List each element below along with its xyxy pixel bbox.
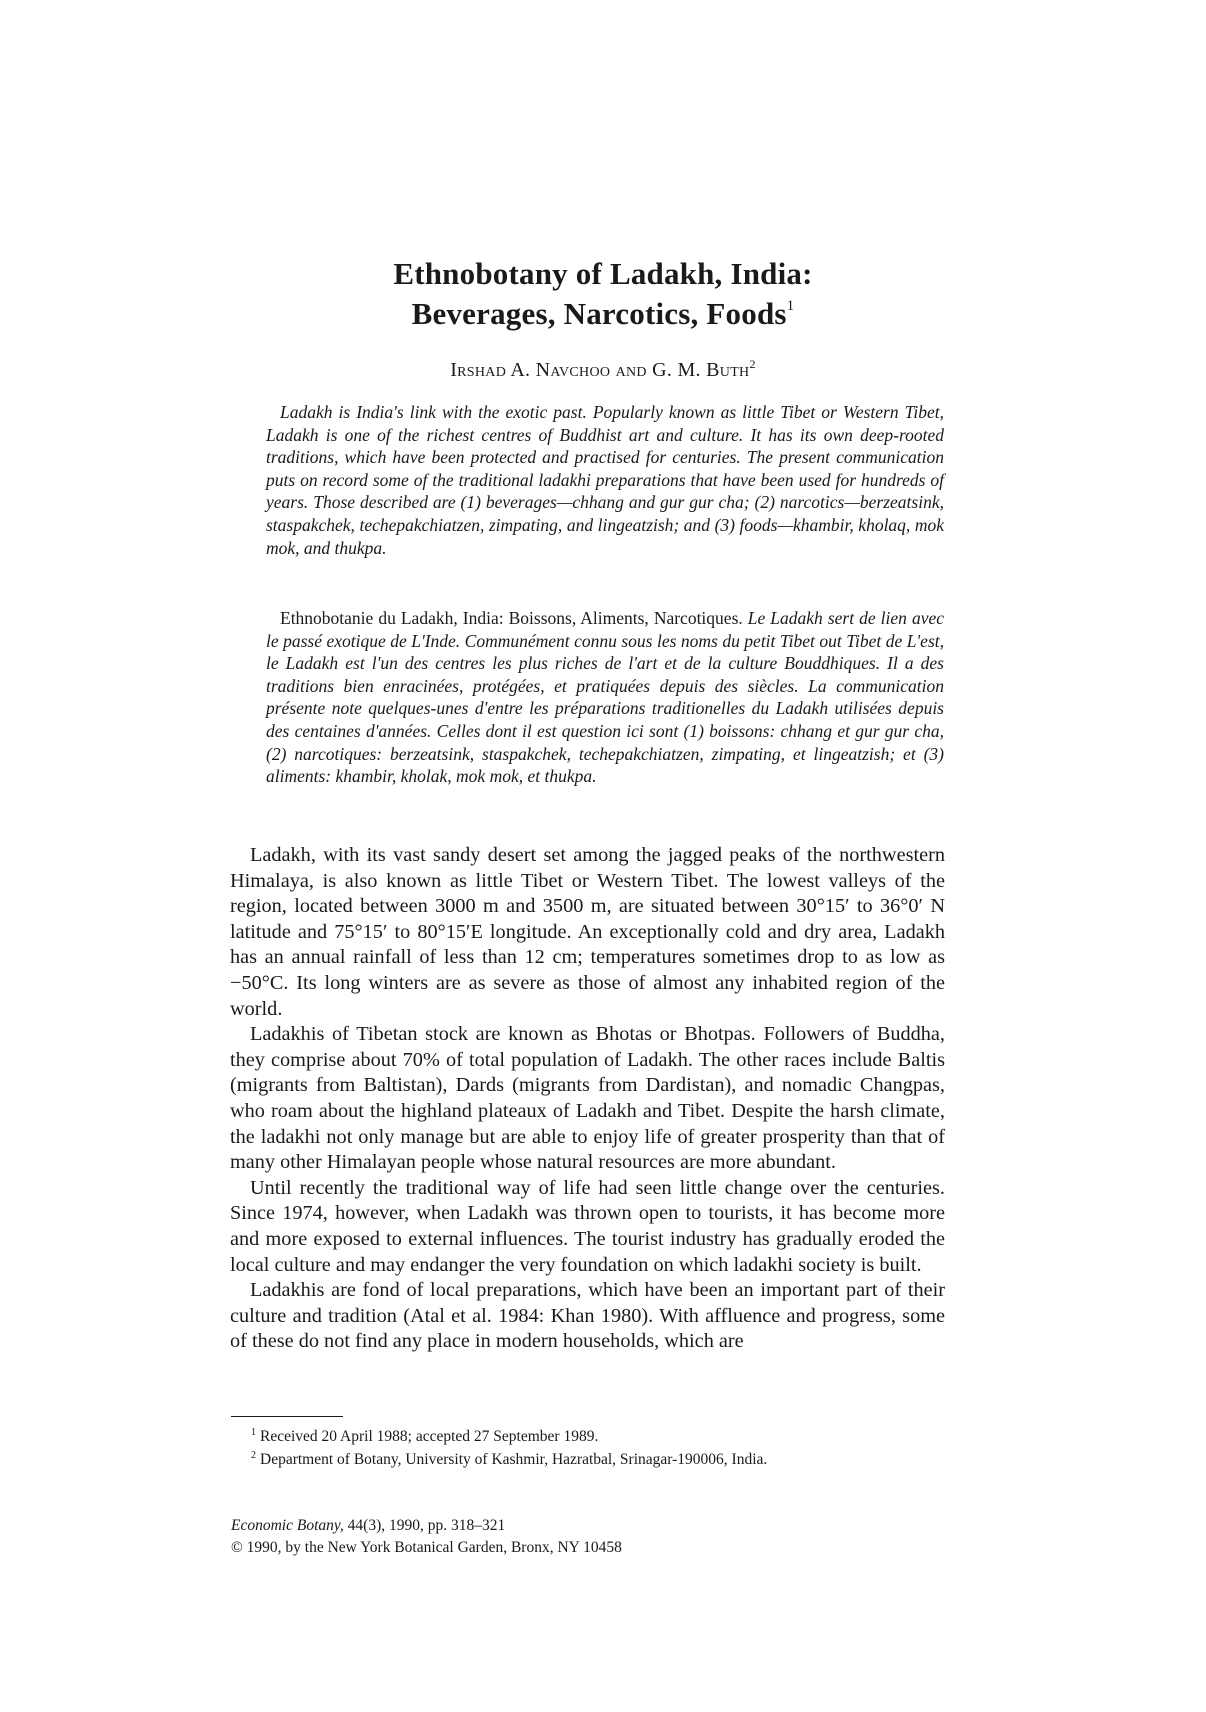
abstract-english (266, 401, 944, 559)
author-line (0, 357, 1206, 383)
article-title-line-1: Ethnobotany of Ladakh, India: (393, 256, 813, 291)
citation-line (231, 1515, 946, 1537)
abstract-french-body: Le Ladakh sert de lien avec le passé exotique de L'Inde. Communément connu sous les noms du petit Tibet out Tibet de L'est, le Ladakh est l'un des centres les plus riches de l'art et de la culture Bouddhiques. Il a des traditions bien enracinées, protégées, et pratiquées depuis des siècles. La communication présente note quelques-unes d'entre les préparations traditionelles du Ladakh utilisées depuis des centaines d'années. Celles dont il est question ici sont (1) boissons: chhang et gur gur cha, (2) narcotiques: berzeatsink, staspakchek, techepakchiatzen, zimpating, et lingeatzish; et (3) aliments: khambir, kholak, mok mok, et thukpa. (266, 608, 944, 787)
abstract-french (266, 607, 944, 788)
copyright-line: © 1990, by the New York Botanical Garden, Bronx, NY 10458 (231, 1539, 622, 1556)
abstract-french-paragraph (266, 607, 944, 788)
author-names: Irshad A. Navchoo and G. M. Buth (450, 359, 750, 381)
article-title-line-2 (0, 294, 1206, 334)
footnote-item (231, 1448, 946, 1471)
footnote-text: Received 20 April 1988; accepted 27 September 1989. (260, 1428, 599, 1445)
body-paragraph: Ladakh, with its vast sandy desert set among the jagged peaks of the northwestern Himalaya, is also known as little Tibet or Western Tibet. The lowest valleys of the region, located between 3000 m and 3500 m, are situated between 30°15′ to 36°0′ N latitude and 75°15′ to 80°15′E longitude. An exceptionally cold and dry area, Ladakh has an annual rainfall of less than 12 cm; temperatures sometimes drop to as low as −50°C. Its long winters are as severe as those of almost any inhabited region of the world. (230, 844, 945, 1020)
footnote-marker: 2 (251, 1450, 256, 1461)
journal-citation (231, 1515, 946, 1559)
footnote-divider (231, 1416, 343, 1417)
article-body (230, 843, 945, 1355)
footnote-marker: 1 (251, 1427, 256, 1438)
citation-details: 44(3), 1990, pp. 318–321 (347, 1517, 506, 1534)
abstract-english-text: Ladakh is India's link with the exotic past. Popularly known as little Tibet or Western Tibet, Ladakh is one of the richest centres of Buddhist art and culture. It has its own deep-rooted traditions, which have been protected and practised for centuries. The present communication puts on record some of the traditional ladakhi preparations that have been used for hundreds of years. Those described are (1) beverages—chhang and gur gur cha; (2) narcotics—berzeatsink, staspakchek, techepakchiatzen, zimpating, and lingeatzish; and (3) foods—khambir, kholaq, mok mok, and thukpa. (266, 402, 944, 558)
body-paragraph: Ladakhis of Tibetan stock are known as Bhotas or Bhotpas. Followers of Buddha, they comprise about 70% of total population of Ladakh. The other races include Baltis (migrants from Baltistan), Dards (migrants from Dardistan), and nomadic Changpas, who roam about the highland plateaux of Ladakh and Tibet. Despite the harsh climate, the ladakhi not only manage but are able to enjoy life of greater prosperity than that of many other Himalayan people whose natural resources are more abundant. (230, 1023, 945, 1174)
body-paragraph: Until recently the traditional way of life had seen little change over the centuries. Since 1974, however, when Ladakh was thrown open to tourists, it has become more and more exposed to external influences. The tourist industry has gradually eroded the local culture and may endanger the very foundation on which ladakhi society is built. (230, 1176, 945, 1276)
author-footnote-marker: 2 (749, 357, 756, 371)
footnote-item (231, 1425, 946, 1448)
title-footnote-marker: 1 (786, 298, 795, 314)
article-title (0, 254, 1206, 334)
article-title-line-2-text: Beverages, Narcotics, Foods (411, 296, 787, 331)
footnotes (231, 1425, 946, 1471)
body-paragraph: Ladakhis are fond of local preparations, which have been an important part of their culture and tradition (Atal et al. 1984: Khan 1980). With affluence and progress, some of these do not find any place in modern households, which are (230, 1279, 945, 1353)
abstract-french-lead: Ethnobotanie du Ladakh, India: Boissons, Aliments, Narcotiques. (280, 608, 743, 628)
footnote-text: Department of Botany, University of Kashmir, Hazratbal, Srinagar-190006, India. (260, 1451, 768, 1468)
journal-name: Economic Botany, (231, 1517, 344, 1534)
